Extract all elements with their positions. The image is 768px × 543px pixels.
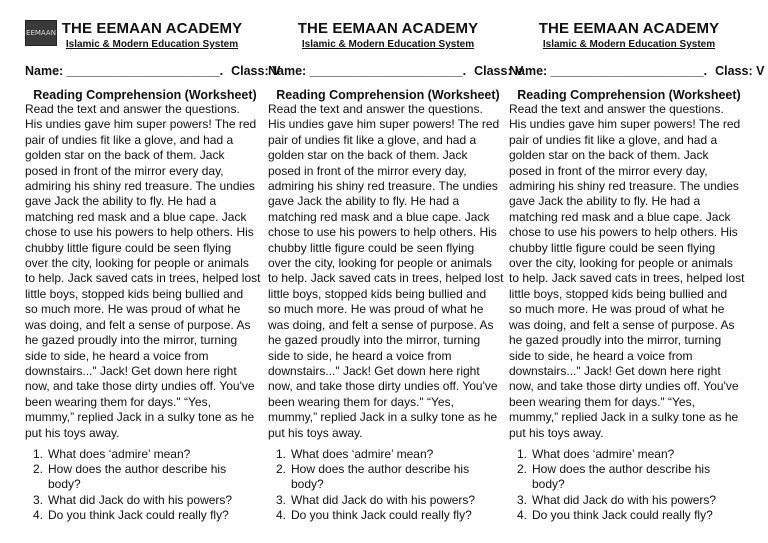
passage-line: matching red mask and a blue cape. Jack — [268, 209, 490, 224]
question-item — [268, 508, 508, 523]
question-number: 4. — [517, 507, 528, 522]
passage-line: matching red mask and a blue cape. Jack — [509, 209, 731, 224]
passage-line: he gazed proudly into the mirror, turning — [25, 333, 238, 348]
passage-line: chubby little figure could be seen flying — [25, 240, 232, 255]
passage-line: put his toys away. — [509, 425, 604, 440]
passage-line: now, and take those dirty undies off. You've — [25, 379, 255, 394]
class-label: Class: V — [474, 64, 524, 78]
passage-line: so much more. He was proud of what he — [509, 302, 725, 317]
passage-line: been wearing them for days." “Yes, — [25, 394, 211, 409]
school-logo-icon: EEMAAN — [25, 20, 57, 46]
passage-line: little boys, stopped kids being bullied and — [268, 286, 487, 301]
passage-line: put his toys away. — [268, 425, 363, 440]
question-number: 1. — [517, 447, 528, 461]
passage-line: chubby little figure could be seen flying — [509, 240, 716, 255]
school-name: THE EEMAAN ACADEMY — [297, 20, 479, 37]
passage-line: was doing, and felt a sense of purpose. As — [268, 317, 494, 332]
question-number: 2. — [276, 462, 287, 477]
school-header — [268, 0, 508, 58]
worksheet-copy-2 — [268, 0, 524, 543]
passage-line: now, and take those dirty undies off. You've — [268, 379, 498, 394]
passage-line: was doing, and felt a sense of purpose. As — [25, 317, 251, 332]
reading-passage — [509, 102, 749, 441]
passage-line: golden star on the back of them. Jack — [25, 148, 225, 163]
question-text: How does the author describe his — [532, 462, 711, 477]
school-subtitle: Islamic & Modern Education System — [65, 39, 239, 50]
question-number: 4. — [33, 507, 44, 522]
question-number: 1. — [276, 447, 287, 461]
school-subtitle: Islamic & Modern Education System — [301, 39, 475, 50]
question-number: 3. — [33, 492, 44, 507]
passage-line: chose to use his powers to help others. His — [25, 225, 254, 240]
passage-line: Read the text and answer the questions. — [268, 102, 483, 116]
worksheet-title: Reading Comprehension (Worksheet) — [517, 88, 741, 102]
question-number: 2. — [33, 462, 44, 477]
question-item — [25, 447, 265, 462]
question-list — [268, 447, 508, 523]
question-item — [25, 508, 265, 523]
question-text: What did Jack do with his powers? — [291, 492, 476, 507]
passage-line: gave Jack the ability to fly. He had a — [509, 194, 701, 209]
reading-passage — [268, 102, 508, 441]
question-text: What does ‘admire’ mean? — [48, 447, 191, 461]
question-text: What does ‘admire’ mean? — [532, 447, 675, 461]
passage-line: chose to use his powers to help others. His — [268, 225, 497, 240]
passage-line: matching red mask and a blue cape. Jack — [25, 209, 247, 224]
question-item — [268, 493, 508, 508]
question-text: How does the author describe his — [48, 462, 227, 477]
passage-line: pair of undies fit like a glove, and had a — [268, 132, 477, 147]
passage-line: golden star on the back of them. Jack — [268, 148, 468, 163]
question-text: What did Jack do with his powers? — [532, 492, 717, 507]
passage-line: little boys, stopped kids being bullied and — [509, 286, 728, 301]
passage-line: gave Jack the ability to fly. He had a — [268, 194, 460, 209]
passage-line: mummy,” replied Jack in a sulky tone as he — [268, 410, 498, 425]
passage-line: His undies gave him super powers! The red — [25, 117, 257, 132]
passage-line: side to side, he heard a voice from — [25, 348, 209, 363]
school-name: THE EEMAAN ACADEMY — [61, 20, 243, 37]
class-label: Class: V — [231, 64, 281, 78]
worksheet-copy-3 — [509, 0, 765, 543]
passage-line: admiring his shiny red treasure. The undies — [509, 179, 739, 194]
reading-passage — [25, 102, 265, 441]
name-field-label: Name: ______________________. — [509, 64, 708, 78]
worksheet-title: Reading Comprehension (Worksheet) — [276, 88, 500, 102]
school-header — [509, 0, 749, 58]
passage-line: mummy,” replied Jack in a sulky tone as he — [509, 410, 739, 425]
question-text: Do you think Jack could really fly? — [291, 507, 472, 522]
question-number: 1. — [33, 447, 44, 461]
name-field-label: Name: ______________________. — [268, 64, 467, 78]
question-text: Do you think Jack could really fly? — [532, 507, 713, 522]
passage-line: now, and take those dirty undies off. You've — [509, 379, 739, 394]
passage-line: to help. Jack saved cats in trees, helped lost — [268, 271, 504, 286]
question-item — [509, 508, 749, 523]
passage-line: over the city, looking for people or animals — [268, 256, 492, 271]
question-number: 2. — [517, 462, 528, 477]
passage-line: His undies gave him super powers! The red — [509, 117, 741, 132]
passage-line: downstairs..." Jack! Get down here right — [509, 363, 721, 378]
passage-line: golden star on the back of them. Jack — [509, 148, 709, 163]
question-number: 3. — [276, 492, 287, 507]
passage-line: so much more. He was proud of what he — [25, 302, 241, 317]
passage-line: pair of undies fit like a glove, and had a — [509, 132, 718, 147]
passage-line: posed in front of the mirror every day, — [25, 163, 224, 178]
worksheet-copy-1 — [25, 0, 281, 543]
school-name: THE EEMAAN ACADEMY — [538, 20, 720, 37]
passage-line: posed in front of the mirror every day, — [268, 163, 467, 178]
passage-line: mummy,” replied Jack in a sulky tone as he — [25, 410, 255, 425]
question-text: Do you think Jack could really fly? — [48, 507, 229, 522]
class-label: Class: V — [715, 64, 765, 78]
question-item — [509, 462, 749, 492]
name-class-row — [25, 64, 281, 78]
question-item — [509, 447, 749, 462]
question-list — [25, 447, 265, 523]
question-text: What does ‘admire’ mean? — [291, 447, 434, 461]
passage-line: put his toys away. — [25, 425, 120, 440]
passage-line: he gazed proudly into the mirror, turning — [509, 333, 722, 348]
worksheet-title: Reading Comprehension (Worksheet) — [33, 88, 257, 102]
passage-line: to help. Jack saved cats in trees, helped lost — [509, 271, 745, 286]
passage-line: little boys, stopped kids being bullied and — [25, 286, 244, 301]
passage-line: chubby little figure could be seen flying — [268, 240, 475, 255]
passage-line: His undies gave him super powers! The red — [268, 117, 500, 132]
passage-line: gave Jack the ability to fly. He had a — [25, 194, 217, 209]
passage-line: downstairs..." Jack! Get down here right — [268, 363, 480, 378]
question-text: How does the author describe his — [291, 462, 470, 477]
question-item — [25, 493, 265, 508]
question-text: What did Jack do with his powers? — [48, 492, 233, 507]
school-subtitle: Islamic & Modern Education System — [542, 39, 716, 50]
passage-line: been wearing them for days." “Yes, — [268, 394, 454, 409]
question-text: body? — [532, 477, 565, 492]
passage-line: over the city, looking for people or animals — [25, 256, 249, 271]
name-class-row — [268, 64, 524, 78]
question-text: body? — [48, 477, 81, 492]
passage-line: admiring his shiny red treasure. The undies — [25, 179, 255, 194]
question-item — [25, 462, 265, 492]
name-field-label: Name: ______________________. — [25, 64, 224, 78]
passage-line: downstairs..." Jack! Get down here right — [25, 363, 237, 378]
passage-line: admiring his shiny red treasure. The undies — [268, 179, 498, 194]
passage-line: posed in front of the mirror every day, — [509, 163, 708, 178]
passage-line: he gazed proudly into the mirror, turning — [268, 333, 481, 348]
passage-line: side to side, he heard a voice from — [268, 348, 452, 363]
passage-line: been wearing them for days." “Yes, — [509, 394, 695, 409]
question-item — [268, 462, 508, 492]
question-item — [268, 447, 508, 462]
passage-line: side to side, he heard a voice from — [509, 348, 693, 363]
passage-line: was doing, and felt a sense of purpose. As — [509, 317, 735, 332]
question-number: 4. — [276, 507, 287, 522]
passage-line: Read the text and answer the questions. — [509, 102, 724, 116]
passage-line: pair of undies fit like a glove, and had a — [25, 132, 234, 147]
name-class-row — [509, 64, 765, 78]
passage-line: over the city, looking for people or animals — [509, 256, 733, 271]
question-list — [509, 447, 749, 523]
passage-line: Read the text and answer the questions. — [25, 102, 240, 116]
passage-line: to help. Jack saved cats in trees, helped lost — [25, 271, 261, 286]
question-number: 3. — [517, 492, 528, 507]
passage-line: so much more. He was proud of what he — [268, 302, 484, 317]
question-text: body? — [291, 477, 324, 492]
passage-line: chose to use his powers to help others. His — [509, 225, 738, 240]
school-header — [25, 0, 265, 58]
question-item — [509, 493, 749, 508]
